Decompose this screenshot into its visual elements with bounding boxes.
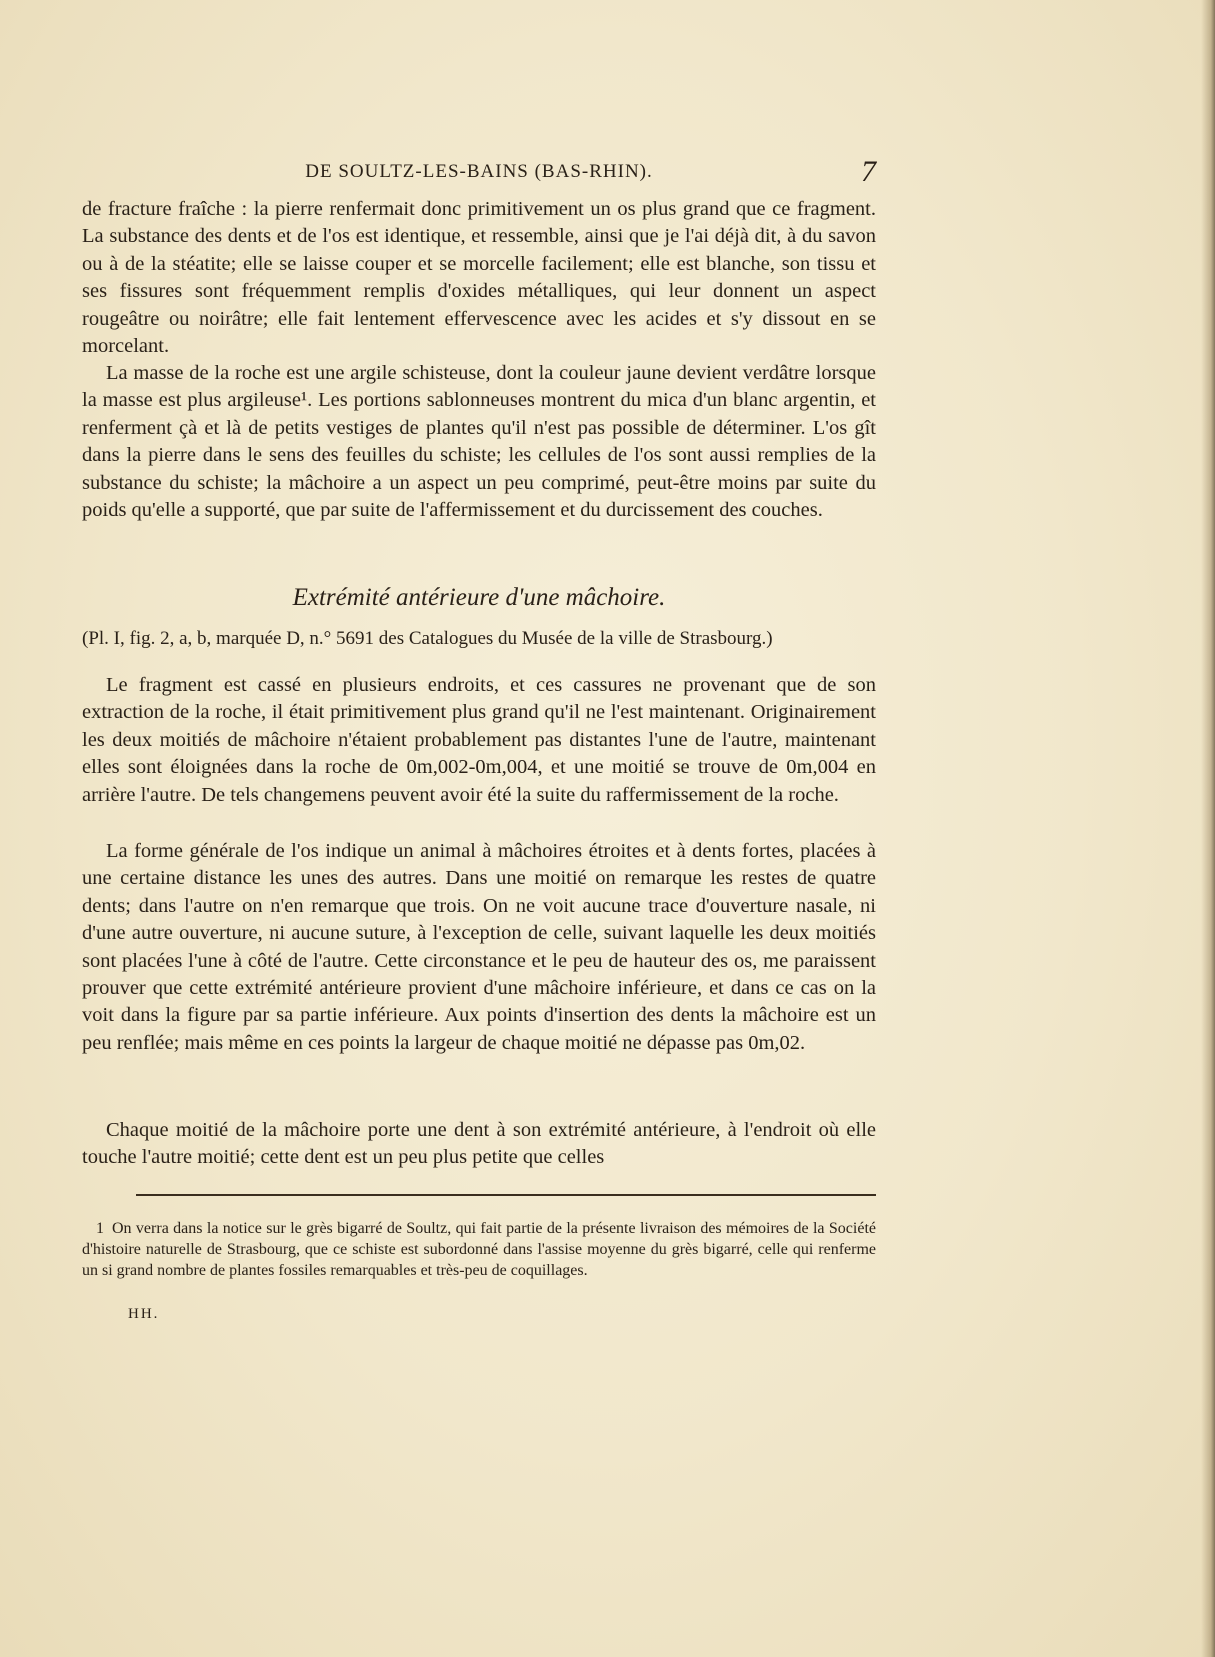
section-title: Extrémité antérieure d'une mâchoire. bbox=[292, 584, 666, 611]
body-paragraph-1: de fracture fraîche : la pierre renfermait donc primitivement un os plus grand que ce fragment. La substance des dents et de l'os est identique, et ressemble, ainsi que je l'ai déjà dit, à du savon ou à de la stéatite; elle se laisse couper et se morcelle facilement; elle est blanche, son tissu et ses fissures sont fréquemment remplis d'oxides métalliques, qui leur donnent un aspect rougeâtre ou noirâtre; elle fait lentement effervescence avec les acides et s'y dissout en se morcelant. bbox=[82, 198, 876, 358]
footnote-signature: HH. bbox=[128, 1306, 160, 1322]
footnote-divider bbox=[136, 1194, 876, 1196]
body-paragraph-4-container bbox=[82, 838, 876, 1057]
footnote bbox=[82, 1218, 876, 1281]
plate-reference: (Pl. I, fig. 2, a, b, marquée D, n.° 5691 des Catalogues du Musée de la ville de Strasbourg.) bbox=[82, 628, 773, 649]
body-paragraph-2-container bbox=[82, 360, 876, 524]
body-paragraph-3-container bbox=[82, 672, 876, 809]
page-edge-shadow bbox=[1201, 0, 1215, 1657]
body-paragraph-1-container bbox=[82, 196, 876, 360]
page-header bbox=[82, 154, 876, 194]
body-paragraph-5: Chaque moitié de la mâchoire porte une dent à son extrémité antérieure, à l'endroit où elle touche l'autre moitié; cette dent est un peu plus petite que celles bbox=[82, 1119, 876, 1169]
body-paragraph-3: Le fragment est cassé en plusieurs endroits, et ces cassures ne provenant que de son extraction de la roche, il était primitivement plus grand qu'il ne l'est maintenant. Originairement les deux moitiés de mâchoire n'étaient probablement pas distantes l'une de l'autre, maintenant elles sont éloignées dans la roche de 0m,002-0m,004, et une moitié se trouve de 0m,004 en arrière l'autre. De tels changemens peuvent avoir été la suite du raffermissement de la roche. bbox=[82, 674, 876, 806]
body-paragraph-2: La masse de la roche est une argile schisteuse, dont la couleur jaune devient verdâtre lorsque la masse est plus argileuse¹. Les portions sablonneuses montrent du mica d'un blanc argentin, et renferment çà et là de petits vestiges de plantes qu'il n'est pas possible de déterminer. L'os gît dans la pierre dans le sens des feuilles du schiste; les cellules de l'os sont aussi remplies de la substance du schiste; la mâchoire a un aspect un peu comprimé, peut-être moins par suite du poids qu'elle a supporté, que par suite de l'affermissement et du durcissement des couches. bbox=[82, 362, 876, 522]
body-paragraph-5-container bbox=[82, 1117, 876, 1172]
footnote-number: 1 bbox=[96, 1220, 104, 1237]
page-number: 7 bbox=[861, 155, 876, 188]
footnote-text: On verra dans la notice sur le grès bigarré de Soultz, qui fait partie de la présente livraison des mémoires de la Société d'histoire naturelle de Strasbourg, que ce schiste est subordonné dans l'assise moyenne du grès bigarré, celle qui renferme un si grand nombre de plantes fossiles remarquables et très-peu de coquillages. bbox=[82, 1220, 876, 1279]
body-paragraph-4: La forme générale de l'os indique un animal à mâchoires étroites et à dents fortes, placées à une certaine distance les unes des autres. Dans une moitié on remarque les restes de quatre dents; dans l'autre on n'en remarque que trois. On ne voit aucune trace d'ouverture nasale, ni d'une autre ouverture, ni aucune suture, à l'exception de celle, suivant laquelle les deux moitiés sont placées l'une à côté de l'autre. Cette circonstance et le peu de hauteur des os, me paraissent prouver que cette extrémité antérieure provient d'une mâchoire inférieure, et dans ce cas on la voit dans la figure par sa partie inférieure. Aux points d'insertion des dents la mâchoire est un peu renflée; mais même en ces points la largeur de chaque moitié ne dépasse pas 0m,02. bbox=[82, 840, 876, 1054]
running-head: DE SOULTZ-LES-BAINS (BAS-RHIN). bbox=[305, 161, 653, 182]
